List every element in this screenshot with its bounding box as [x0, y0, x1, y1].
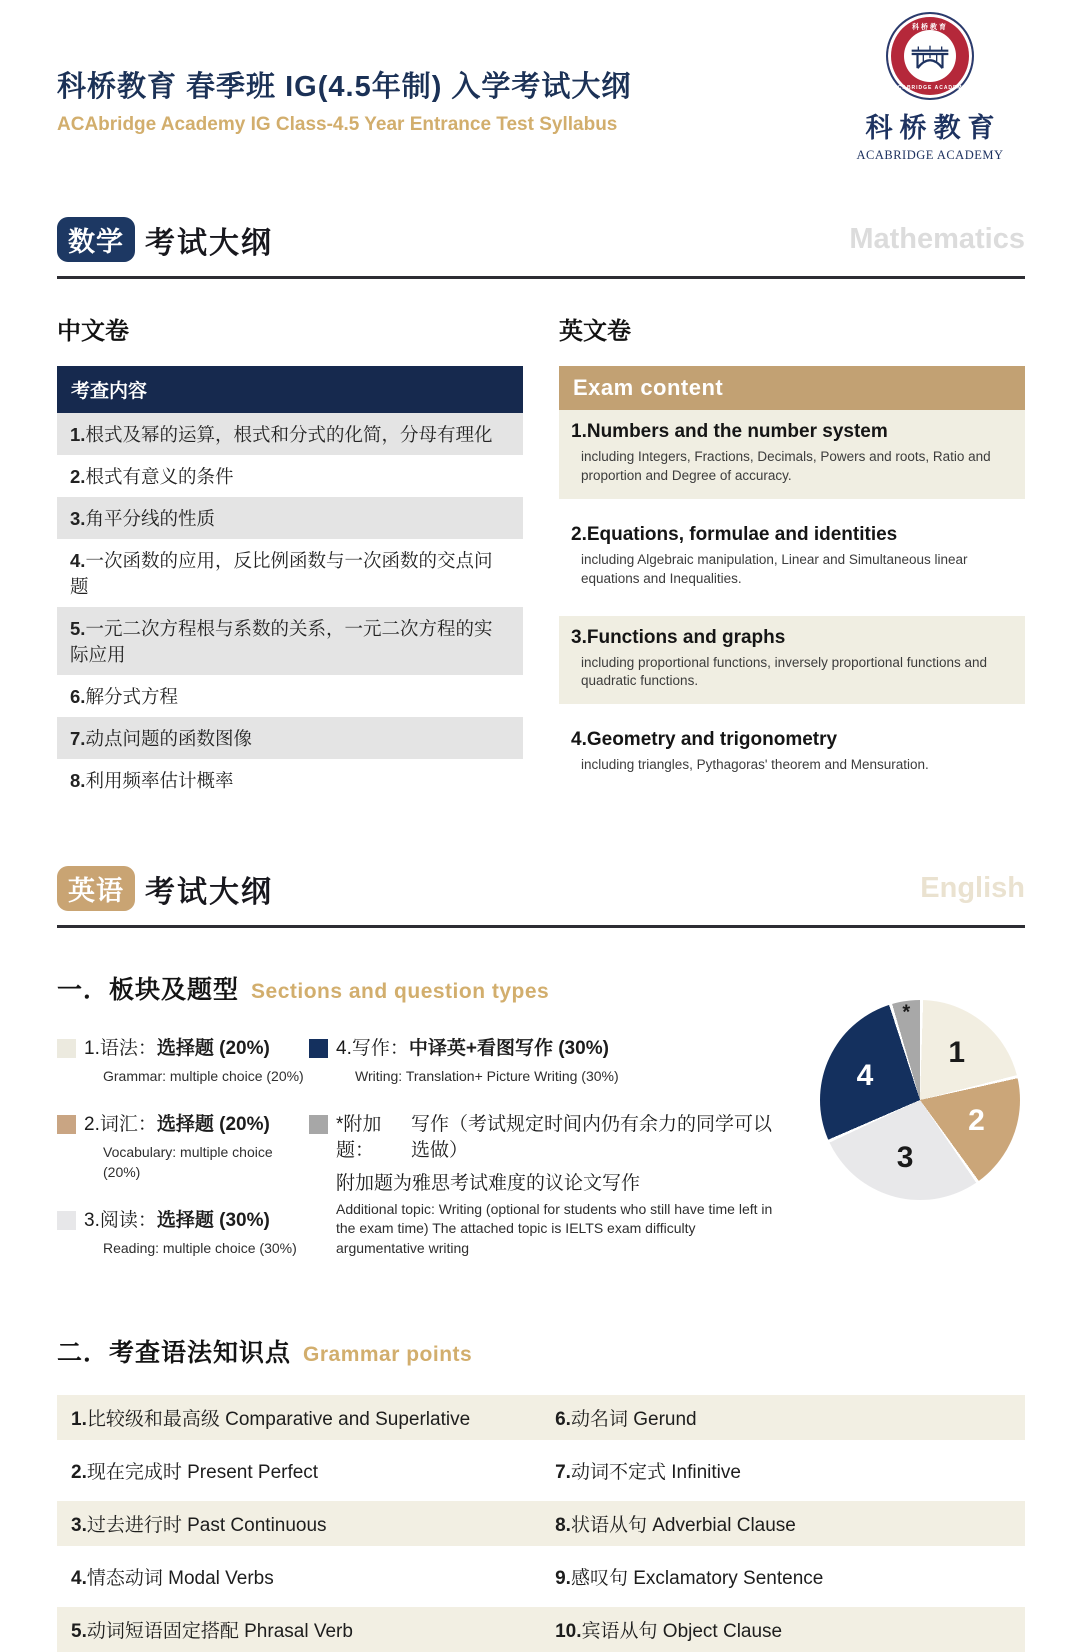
legend-swatch — [57, 1211, 76, 1230]
row-text: 一次函数的应用，反比例函数与一次函数的交点问题 — [70, 550, 493, 597]
legend-swatch — [309, 1039, 328, 1058]
table-row — [57, 607, 523, 675]
row-number: 7. — [70, 728, 86, 749]
row-number: 1. — [70, 424, 86, 445]
legend-sub: Grammar: multiple choice (20%) — [103, 1067, 304, 1084]
legend-sub: Writing: Translation+ Picture Writing (30%) — [355, 1067, 619, 1084]
english-section-title: 考试大纲 — [145, 875, 273, 909]
table-row — [57, 455, 523, 497]
list-item — [559, 616, 1025, 705]
math-section-header — [57, 217, 1025, 262]
pie-slice-label: 1 — [948, 1035, 966, 1069]
sections-heading-cn: 一．板块及题型 — [57, 976, 240, 1005]
legend-item: 4.写作： 中译英+看图写作 (30%) Writing: Translation+ Picture Writing (30%) — [309, 1036, 787, 1086]
english-section-header — [57, 866, 1025, 911]
header-titles — [57, 64, 631, 136]
legend-line2: 附加题为雅思考试难度的议论文写作 — [336, 1172, 641, 1194]
page-subtitle: ACAbridge Academy IG Class-4.5 Year Entrance Test Syllabus — [57, 114, 618, 135]
math-columns — [57, 311, 1025, 802]
chinese-paper-heading: 中文卷 — [57, 318, 129, 345]
legend-sub: Vocabulary: multiple choice (20%) — [103, 1144, 273, 1180]
table-row — [57, 539, 523, 607]
logo — [835, 12, 1025, 163]
legend-swatch — [57, 1115, 76, 1134]
table-row — [57, 497, 523, 539]
chinese-paper-table-header: 考查内容 — [57, 366, 523, 413]
row-text: 根式及幂的运算，根式和分式的化简，分母有理化 — [85, 424, 493, 445]
item-desc: including Algebraic manipulation, Linear and Simultaneous linear equations and Inequalities. — [581, 551, 968, 586]
row-text: 一元二次方程根与系数的关系，一元二次方程的实际应用 — [70, 618, 493, 665]
english-badge: 英语 — [57, 866, 135, 911]
logo-name-en: ACABRIDGE ACADEMY — [856, 148, 1004, 162]
legend-item: 3.阅读： 选择题 (30%) Reading: multiple choice (30%) — [57, 1208, 309, 1258]
legend-swatch — [57, 1039, 76, 1058]
item-title: 4.Geometry and trigonometry — [571, 729, 838, 751]
english-paper-column — [559, 311, 1025, 802]
grammar-table — [57, 1395, 1025, 1652]
pie-slice-label: 2 — [968, 1103, 985, 1137]
english-divider — [57, 925, 1025, 928]
row-number: 5. — [70, 618, 86, 639]
row-text: 解分式方程 — [85, 686, 178, 707]
table-row — [57, 413, 523, 455]
row-number: 8. — [70, 770, 86, 791]
row-number: 3. — [70, 508, 86, 529]
math-section-title: 考试大纲 — [145, 226, 273, 260]
emblem-top-text: 科桥教育 — [912, 24, 948, 31]
item-title: 3.Functions and graphs — [571, 626, 786, 648]
legend-column-1 — [57, 1036, 309, 1284]
legend-item: 1.语法： 选择题 (20%) Grammar: multiple choice (20%) — [57, 1036, 309, 1086]
table-row — [57, 759, 523, 801]
list-item — [559, 718, 1025, 788]
legend-item: 2.词汇： 选择题 (20%) Vocabulary: multiple choice (20%) — [57, 1112, 309, 1182]
row-number: 2. — [70, 466, 86, 487]
table-row — [57, 675, 523, 717]
row-number: 4. — [70, 550, 86, 571]
english-paper-heading: 英文卷 — [559, 318, 631, 345]
logo-name-cn: 科桥教育 — [865, 113, 1002, 143]
pie-slice-label: 4 — [856, 1059, 874, 1093]
legend-swatch — [309, 1115, 328, 1134]
row-text: 角平分线的性质 — [85, 508, 215, 529]
page-title: 科桥教育 春季班 IG(4.5年制) 入学考试大纲 — [57, 71, 632, 103]
item-desc: including triangles, Pythagoras' theorem and Mensuration. — [581, 757, 929, 773]
pie-slice-label: 3 — [896, 1141, 914, 1175]
grammar-heading — [57, 1333, 1025, 1369]
grammar-heading-cn: 二．考查语法知识点 — [57, 1338, 292, 1367]
item-title: 2.Equations, formulae and identities — [571, 523, 898, 545]
english-paper-table-header: Exam content — [559, 366, 1025, 410]
legend-column-2 — [309, 1036, 787, 1284]
page-header — [57, 0, 1025, 163]
table-row — [57, 717, 523, 759]
list-item — [559, 410, 1025, 499]
table-row: 1.比较级和最高级 Comparative and Superlative 6.动名词 Gerund — [57, 1395, 1025, 1440]
row-text: 动点问题的函数图像 — [85, 728, 252, 749]
item-desc: including proportional functions, inversely proportional functions and quadratic functions. — [581, 654, 987, 689]
sections-heading-en: Sections and question types — [251, 980, 550, 1004]
math-badge: 数学 — [57, 217, 135, 262]
item-desc: including Integers, Fractions, Decimals, Powers and roots, Ratio and proportion and Degree of accuracy. — [581, 449, 991, 483]
row-number: 6. — [70, 686, 86, 707]
pie-slice-label: * — [902, 1001, 911, 1024]
bridge-icon — [904, 30, 956, 82]
legend-sub: Additional topic: Writing (optional for students who still have time left in the exam time) The attached topic is IELTS exam difficulty argumentative writing — [336, 1200, 773, 1256]
item-title: 1.Numbers and the number system — [571, 421, 888, 442]
sections-legend-and-chart — [57, 1001, 1025, 1284]
grammar-heading-en: Grammar points — [303, 1342, 473, 1366]
table-row: 5.动词短语固定搭配 Phrasal Verb 10.宾语从句 Object Clause — [57, 1607, 1025, 1652]
math-divider — [57, 276, 1025, 279]
logo-emblem-icon — [886, 12, 974, 100]
emblem-bottom-text: ACABRIDGE ACADEMY — [893, 85, 967, 91]
table-row: 3.过去进行时 Past Continuous 8.状语从句 Adverbial Clause — [57, 1501, 1025, 1546]
row-text: 利用频率估计概率 — [85, 770, 234, 791]
legend-item: *附加题： 写作（考试规定时间内仍有余力的同学可以选做） 附加题为雅思考试难度的议论文写作 Additional topic: Writing (optional for students who still have time left in the exam time) The attached topic is IELTS exam difficulty argumentative writing — [309, 1112, 787, 1258]
table-row: 4.情态动词 Modal Verbs 9.感叹句 Exclamatory Sentence — [71, 1567, 824, 1589]
chinese-paper-column — [57, 311, 523, 802]
pie-chart — [820, 1000, 1020, 1200]
row-text: 根式有意义的条件 — [85, 466, 234, 487]
math-watermark: Mathematics — [849, 223, 1025, 255]
english-watermark: English — [920, 872, 1025, 905]
table-row: 2.现在完成时 Present Perfect 7.动词不定式 Infinitive — [71, 1461, 741, 1483]
list-item — [559, 513, 1025, 602]
legend-sub: Reading: multiple choice (30%) — [103, 1239, 297, 1256]
pie-chart-area — [815, 1000, 1025, 1284]
